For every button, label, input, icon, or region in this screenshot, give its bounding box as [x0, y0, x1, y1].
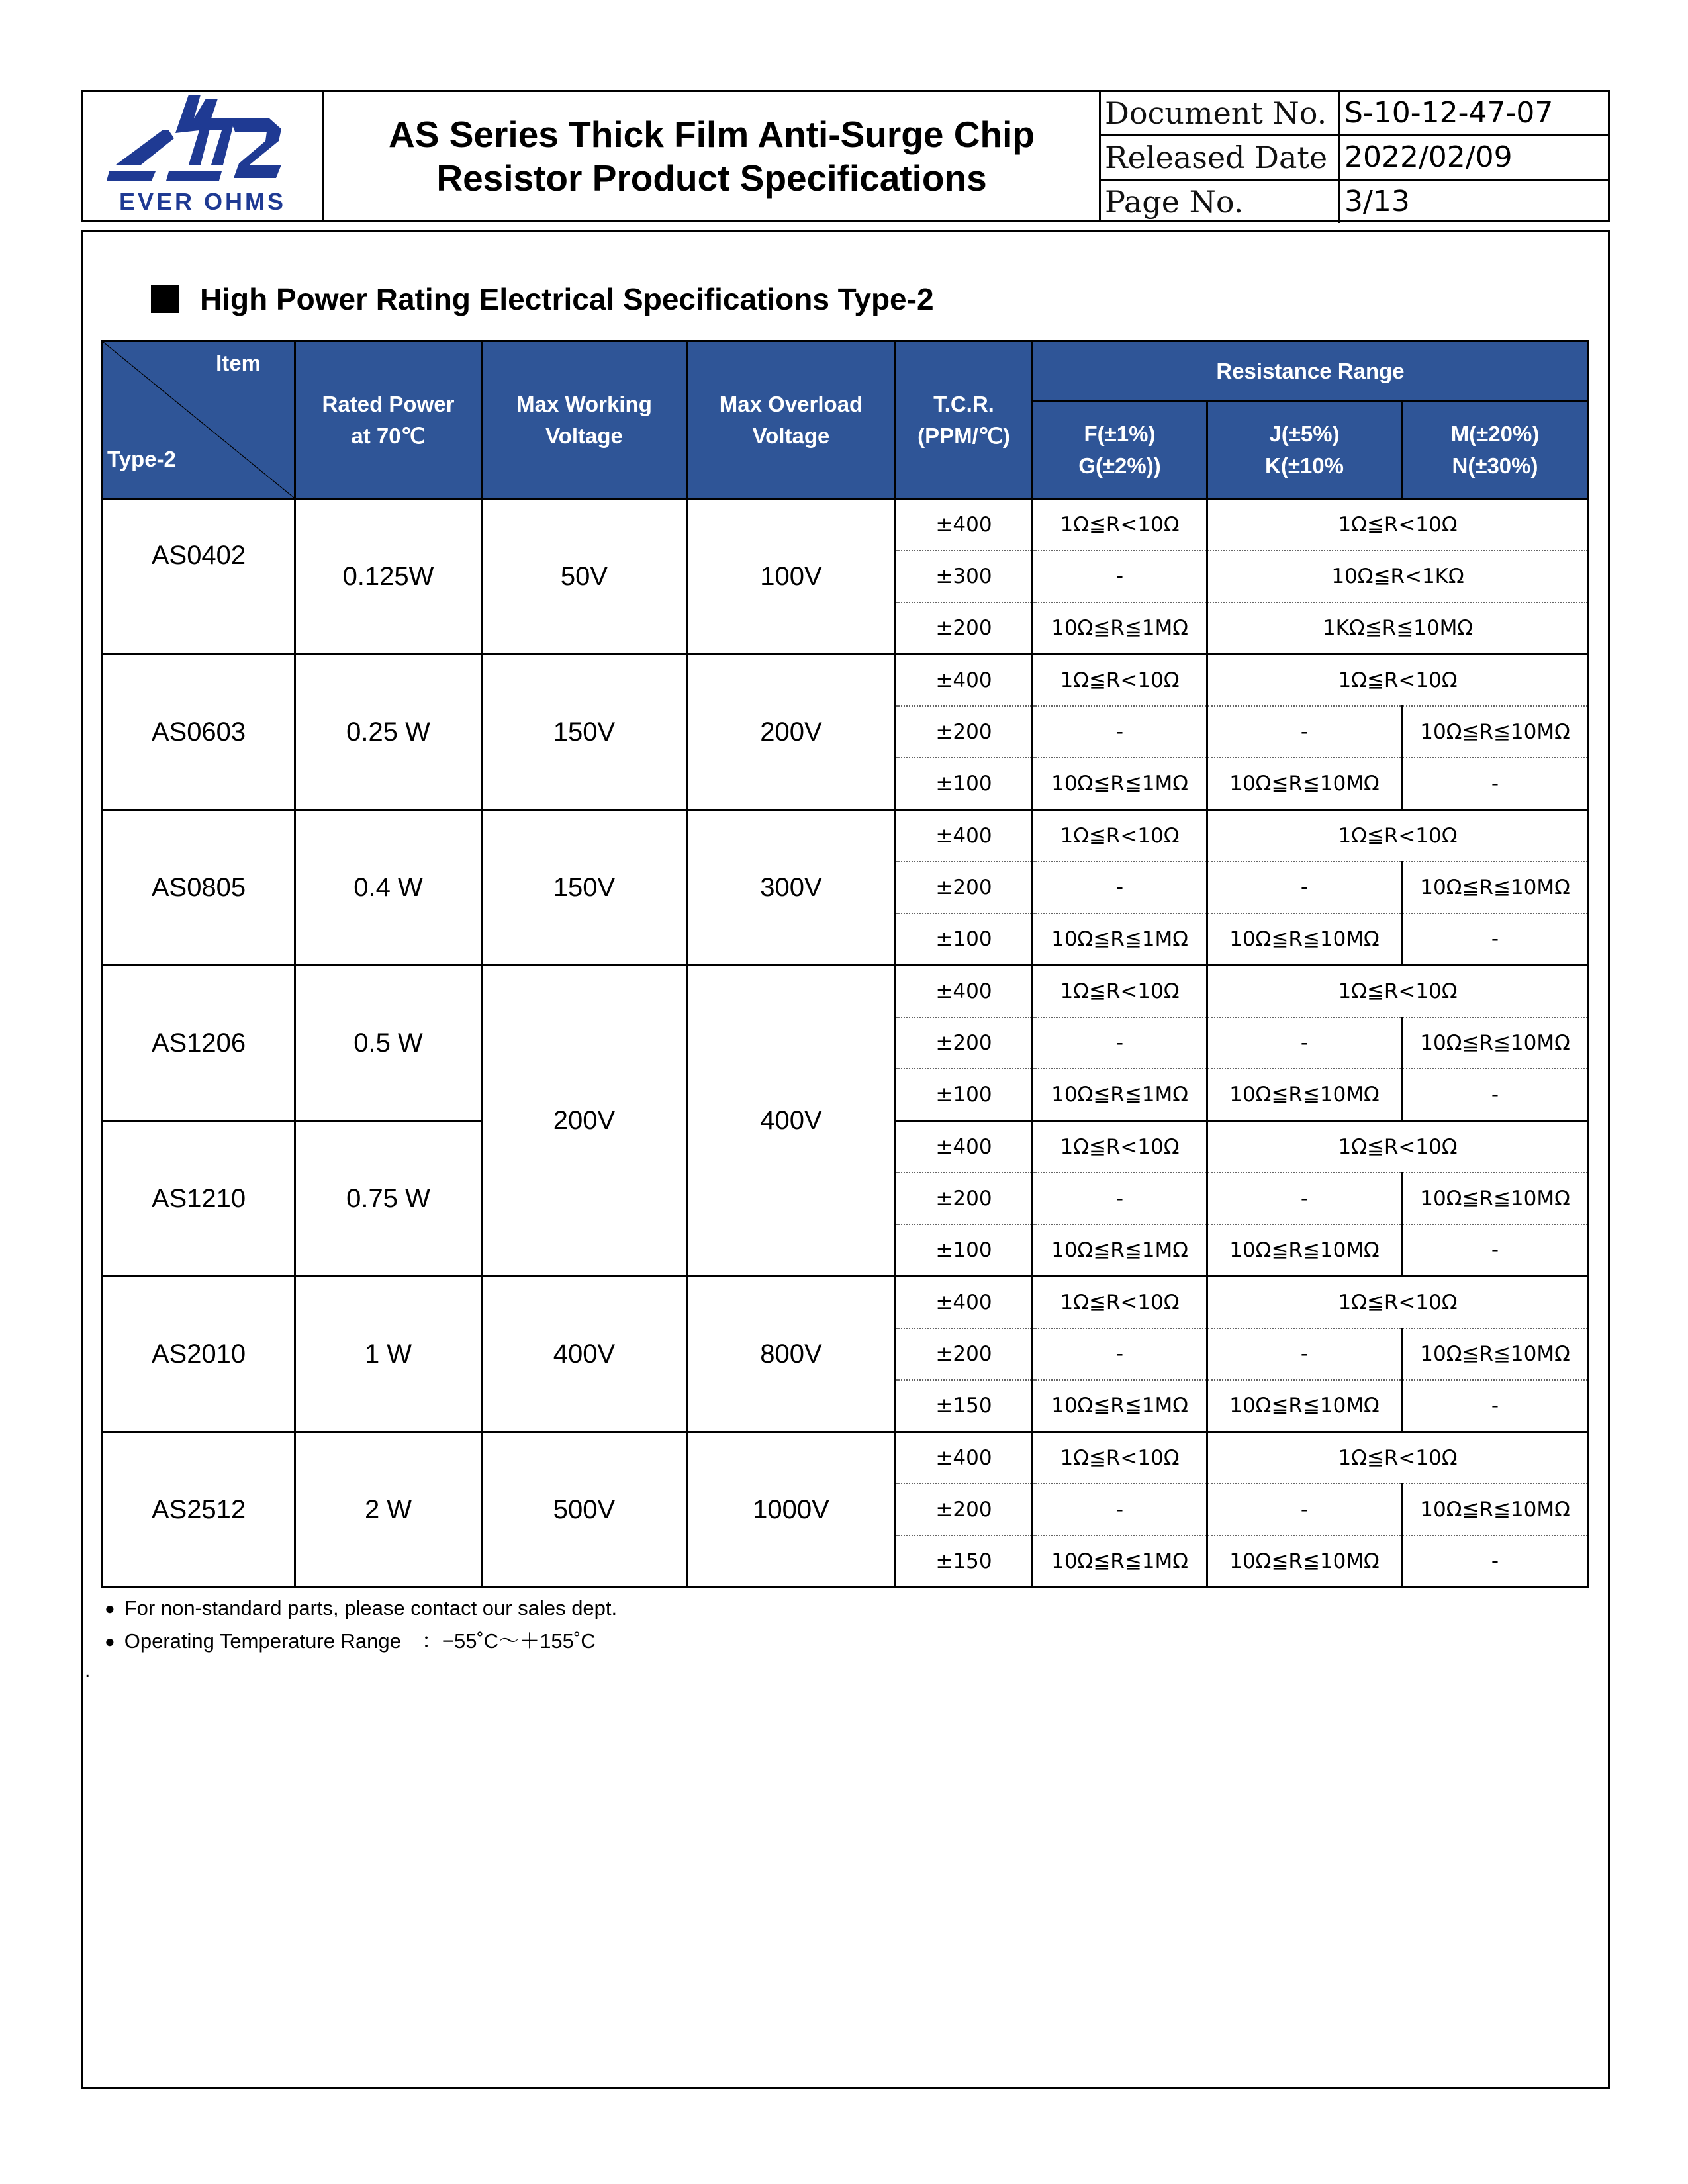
- col-rated-power: Rated Power at 70℃: [295, 341, 482, 499]
- range-cell: -: [1033, 862, 1207, 913]
- tcr-cell: ±200: [896, 1173, 1033, 1224]
- release-date-value: 2022/02/09: [1344, 140, 1513, 174]
- range-cell: -: [1033, 1484, 1207, 1535]
- col-resistance-range: Resistance Range: [1033, 341, 1589, 401]
- range-cell: 1Ω≦R<10Ω: [1033, 810, 1207, 862]
- overload-voltage-cell: 400V: [687, 966, 896, 1277]
- stray-period: .: [85, 1660, 91, 1682]
- working-voltage-cell: 50V: [482, 499, 687, 655]
- type-cell: AS1206: [103, 966, 295, 1121]
- overload-voltage-cell: 200V: [687, 655, 896, 810]
- col-max-overload-voltage: Max Overload Voltage: [687, 341, 896, 499]
- range-cell: 1Ω≦R<10Ω: [1207, 966, 1589, 1018]
- tcr-cell: ±200: [896, 706, 1033, 758]
- range-cell: 10Ω≦R≦1MΩ: [1033, 602, 1207, 655]
- range-cell: -: [1402, 1069, 1589, 1121]
- doc-number-value: S-10-12-47-07: [1344, 96, 1554, 130]
- table-row: [103, 655, 1589, 707]
- table-row: [103, 966, 1589, 1018]
- tcr-cell: ±200: [896, 1017, 1033, 1069]
- range-cell: 1Ω≦R<10Ω: [1207, 810, 1589, 862]
- range-cell: -: [1033, 1328, 1207, 1380]
- col-tolerance-mn: M(±20%) N(±30%): [1402, 401, 1589, 499]
- range-cell: 1Ω≦R<10Ω: [1207, 1277, 1589, 1329]
- range-cell: 1Ω≦R<10Ω: [1033, 655, 1207, 707]
- type-cell: AS0805: [103, 810, 295, 966]
- working-voltage-cell: 200V: [482, 966, 687, 1277]
- power-cell: 0.125W: [295, 499, 482, 655]
- tcr-cell: ±400: [896, 1121, 1033, 1173]
- col-tolerance-fg: F(±1%) G(±2%)): [1033, 401, 1207, 499]
- header-corner-cell: [103, 341, 295, 499]
- power-cell: 0.75 W: [295, 1121, 482, 1277]
- working-voltage-cell: 500V: [482, 1432, 687, 1588]
- range-cell: 10Ω≦R≦1MΩ: [1033, 1224, 1207, 1277]
- overload-voltage-cell: 300V: [687, 810, 896, 966]
- type-cell: AS2512: [103, 1432, 295, 1588]
- tcr-cell: ±100: [896, 1069, 1033, 1121]
- release-date-row: [1101, 136, 1608, 181]
- overload-voltage-cell: 1000V: [687, 1432, 896, 1588]
- range-cell: -: [1207, 1017, 1402, 1069]
- document-title: [324, 92, 1101, 220]
- range-cell: 10Ω≦R≦10MΩ: [1207, 913, 1402, 966]
- power-cell: 0.4 W: [295, 810, 482, 966]
- range-cell: 1Ω≦R<10Ω: [1207, 1121, 1589, 1173]
- tcr-cell: ±200: [896, 1484, 1033, 1535]
- range-cell: 10Ω≦R≦10MΩ: [1402, 1173, 1589, 1224]
- range-cell: -: [1402, 1380, 1589, 1432]
- range-cell: -: [1207, 862, 1402, 913]
- type-cell: AS1210: [103, 1121, 295, 1277]
- tcr-cell: ±400: [896, 1277, 1033, 1329]
- range-cell: -: [1207, 1173, 1402, 1224]
- range-cell: 10Ω≦R≦10MΩ: [1207, 1069, 1402, 1121]
- range-cell: -: [1402, 1535, 1589, 1588]
- corner-type-label: Type-2: [107, 447, 176, 471]
- table-row: [103, 810, 1589, 862]
- range-cell: 1Ω≦R<10Ω: [1033, 966, 1207, 1018]
- table-row: [103, 1277, 1589, 1329]
- range-cell: -: [1207, 1328, 1402, 1380]
- title-line-2: Resistor Product Specifications: [436, 158, 987, 199]
- range-cell: 10Ω≦R≦10MΩ: [1207, 1380, 1402, 1432]
- tcr-cell: ±400: [896, 655, 1033, 707]
- range-cell: 1Ω≦R<10Ω: [1033, 1121, 1207, 1173]
- table-row: [103, 499, 1589, 551]
- type-cell: AS0603: [103, 655, 295, 810]
- range-cell: 1Ω≦R<10Ω: [1207, 655, 1589, 707]
- tcr-cell: ±200: [896, 1328, 1033, 1380]
- document-info-table: [1101, 92, 1608, 220]
- section-title-text: High Power Rating Electrical Specifications Type-2: [200, 282, 934, 316]
- range-cell: -: [1207, 706, 1402, 758]
- tcr-cell: ±100: [896, 1224, 1033, 1277]
- range-cell: 10Ω≦R≦10MΩ: [1207, 1535, 1402, 1588]
- square-bullet-icon: [151, 285, 179, 313]
- power-cell: 1 W: [295, 1277, 482, 1432]
- range-cell: -: [1033, 1017, 1207, 1069]
- power-cell: 0.5 W: [295, 966, 482, 1121]
- range-cell: 10Ω≦R≦1MΩ: [1033, 913, 1207, 966]
- tcr-cell: ±400: [896, 810, 1033, 862]
- type-cell: AS2010: [103, 1277, 295, 1432]
- page-number-label: Page No.: [1101, 181, 1340, 223]
- range-cell: 1Ω≦R<10Ω: [1033, 1277, 1207, 1329]
- range-cell: -: [1033, 1173, 1207, 1224]
- range-cell: -: [1402, 1224, 1589, 1277]
- range-cell: 10Ω≦R≦1MΩ: [1033, 1380, 1207, 1432]
- table-row: [103, 1432, 1589, 1484]
- range-cell: 10Ω≦R≦10MΩ: [1402, 1017, 1589, 1069]
- tcr-cell: ±150: [896, 1535, 1033, 1588]
- tcr-cell: ±150: [896, 1380, 1033, 1432]
- tcr-cell: ±200: [896, 602, 1033, 655]
- footnote-item: ● Operating Temperature Range ：−55˚C～＋155˚C: [105, 1625, 617, 1658]
- range-cell: 10Ω≦R≦1MΩ: [1033, 1069, 1207, 1121]
- document-header: [81, 90, 1610, 222]
- overload-voltage-cell: 100V: [687, 499, 896, 655]
- power-cell: 2 W: [295, 1432, 482, 1588]
- ever-ohms-logo-icon: [83, 92, 322, 220]
- range-cell: 10Ω≦R≦10MΩ: [1402, 1484, 1589, 1535]
- page-number-value: 3/13: [1344, 185, 1410, 218]
- working-voltage-cell: 150V: [482, 810, 687, 966]
- tcr-cell: ±400: [896, 966, 1033, 1018]
- range-cell: 10Ω≦R<1KΩ: [1207, 551, 1589, 602]
- range-cell: 1KΩ≦R≦10MΩ: [1207, 602, 1589, 655]
- doc-number-row: [1101, 92, 1608, 136]
- spec-table: [101, 340, 1589, 1588]
- range-cell: 10Ω≦R≦1MΩ: [1033, 1535, 1207, 1588]
- working-voltage-cell: 400V: [482, 1277, 687, 1432]
- col-tolerance-jk: J(±5%) K(±10%: [1207, 401, 1402, 499]
- working-voltage-cell: 150V: [482, 655, 687, 810]
- footnote-item: ● For non-standard parts, please contact our sales dept.: [105, 1592, 617, 1625]
- company-logo: [83, 92, 324, 220]
- range-cell: 10Ω≦R≦10MΩ: [1207, 1224, 1402, 1277]
- range-cell: 1Ω≦R<10Ω: [1033, 499, 1207, 551]
- type-cell: AS0402: [103, 499, 295, 655]
- tcr-cell: ±400: [896, 1432, 1033, 1484]
- section-title: [151, 281, 934, 317]
- power-cell: 0.25 W: [295, 655, 482, 810]
- tcr-cell: ±400: [896, 499, 1033, 551]
- release-date-label: Released Date: [1101, 136, 1340, 179]
- tcr-cell: ±300: [896, 551, 1033, 602]
- corner-item-label: Item: [216, 351, 261, 375]
- range-cell: -: [1402, 913, 1589, 966]
- range-cell: 10Ω≦R≦10MΩ: [1402, 862, 1589, 913]
- range-cell: 10Ω≦R≦10MΩ: [1402, 1328, 1589, 1380]
- range-cell: -: [1402, 758, 1589, 810]
- range-cell: 1Ω≦R<10Ω: [1207, 1432, 1589, 1484]
- logo-wordmark: EVER OHMS: [118, 188, 287, 215]
- tcr-cell: ±100: [896, 758, 1033, 810]
- doc-number-label: Document No.: [1101, 92, 1340, 134]
- col-max-working-voltage: Max Working Voltage: [482, 341, 687, 499]
- bullet-dot-icon: ●: [105, 1598, 115, 1618]
- range-cell: 10Ω≦R≦1MΩ: [1033, 758, 1207, 810]
- range-cell: -: [1207, 1484, 1402, 1535]
- range-cell: -: [1033, 551, 1207, 602]
- bullet-dot-icon: ●: [105, 1631, 115, 1651]
- tcr-cell: ±100: [896, 913, 1033, 966]
- tcr-cell: ±200: [896, 862, 1033, 913]
- page-number-row: [1101, 181, 1608, 223]
- range-cell: 1Ω≦R<10Ω: [1207, 499, 1589, 551]
- range-cell: 1Ω≦R<10Ω: [1033, 1432, 1207, 1484]
- range-cell: 10Ω≦R≦10MΩ: [1402, 706, 1589, 758]
- col-tcr: T.C.R. (PPM/℃): [896, 341, 1033, 499]
- title-line-1: AS Series Thick Film Anti-Surge Chip: [389, 114, 1035, 155]
- range-cell: 10Ω≦R≦10MΩ: [1207, 758, 1402, 810]
- range-cell: -: [1033, 706, 1207, 758]
- overload-voltage-cell: 800V: [687, 1277, 896, 1432]
- footnotes: [105, 1592, 617, 1658]
